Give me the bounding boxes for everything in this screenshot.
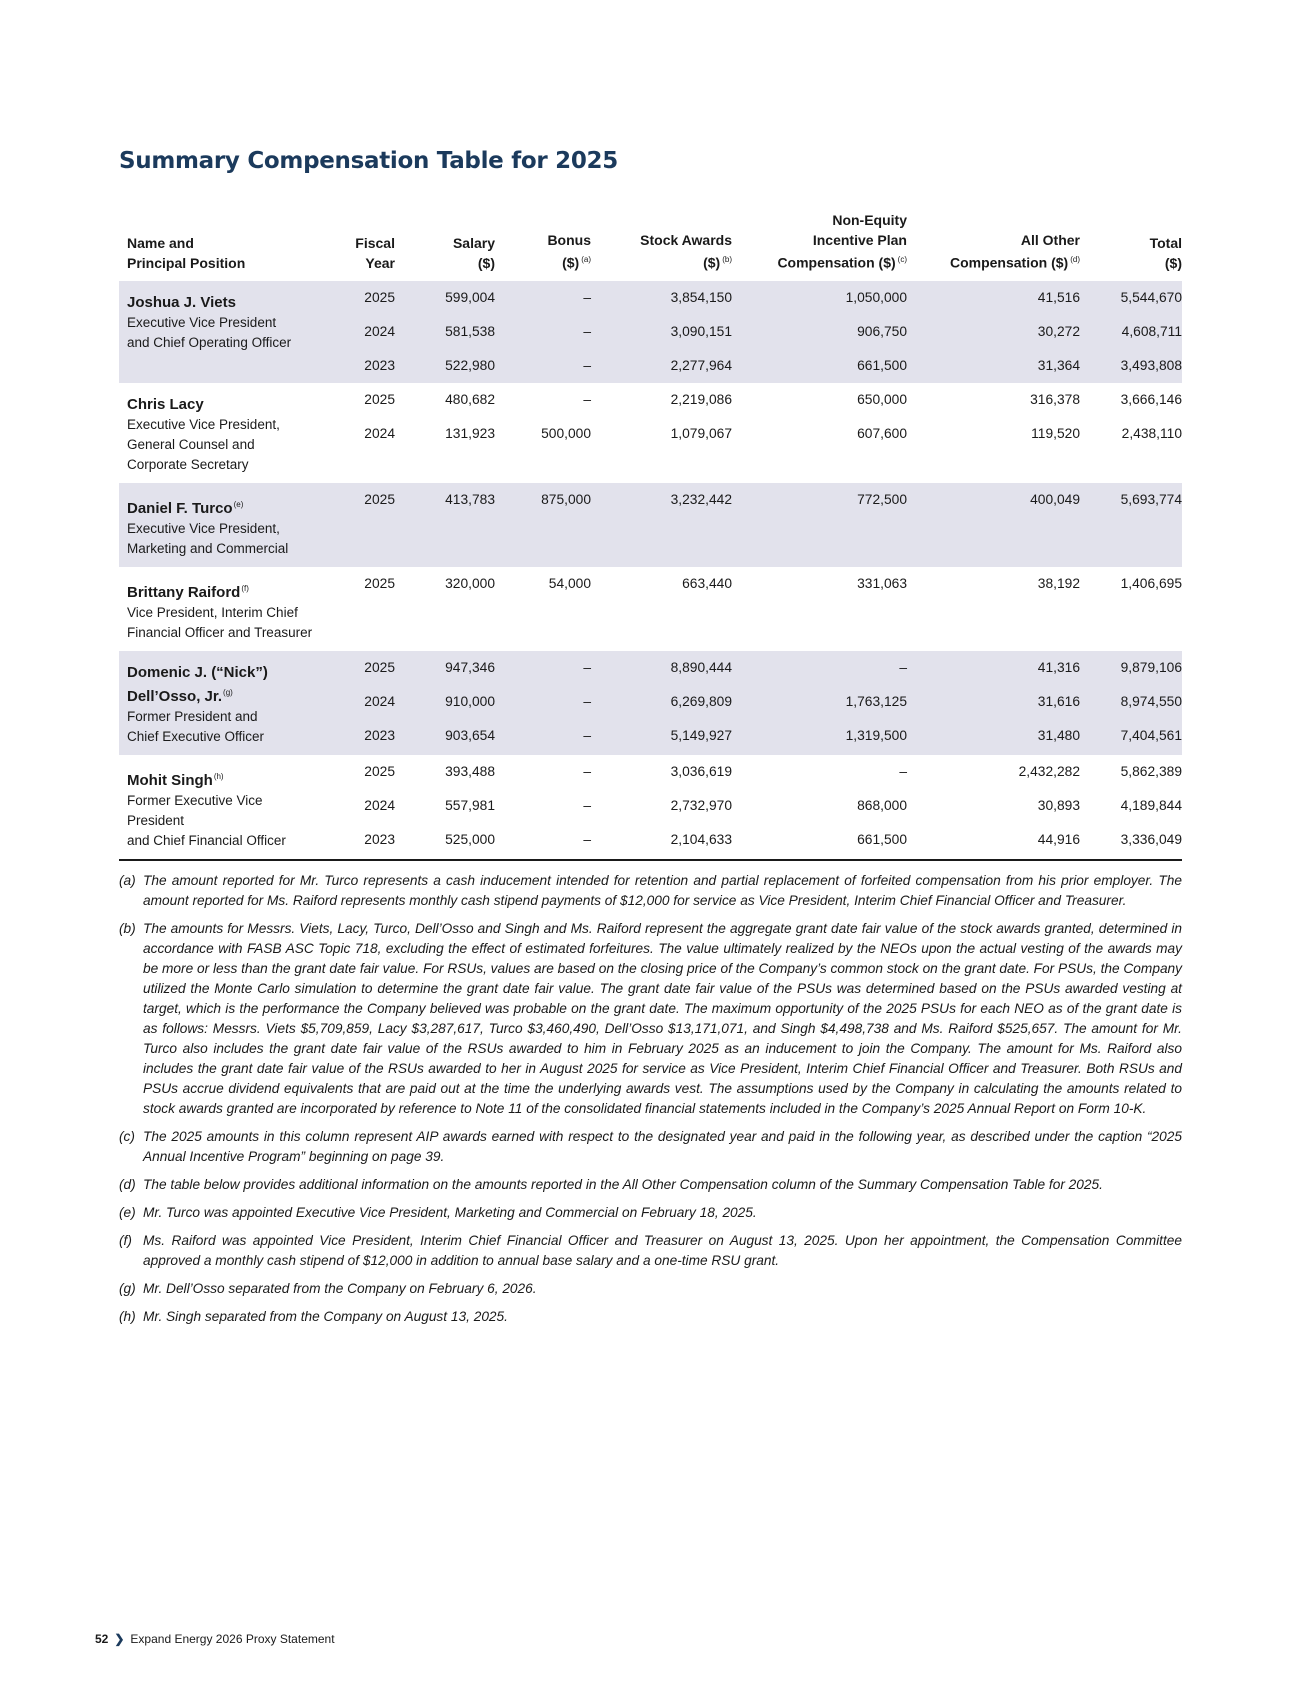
cell-bonus: – xyxy=(583,357,591,373)
cell-stock-awards: 2,219,086 xyxy=(670,391,732,407)
col-stock-awards xyxy=(591,483,732,567)
footnote xyxy=(119,919,1182,1119)
footnote-text: Mr. Singh separated from the Company on August 13, 2025. xyxy=(143,1309,508,1324)
cell-stock-awards: 6,269,809 xyxy=(670,693,732,709)
header-line: Non-Equity xyxy=(832,212,907,228)
executive-group xyxy=(119,567,1182,651)
header-line: All Other xyxy=(1020,232,1080,248)
col-stock-awards xyxy=(591,567,732,651)
executive-title-line: and Chief Financial Officer xyxy=(127,832,286,848)
header-line: Compensation ($) xyxy=(949,254,1069,271)
footnote-label: (g) xyxy=(119,1281,136,1296)
cell-all-other-comp: 2,432,282 xyxy=(1018,763,1080,779)
cell-total: 5,862,389 xyxy=(1120,763,1182,779)
executive-name: Chris Lacy xyxy=(127,395,204,413)
cell-salary: 903,654 xyxy=(445,727,495,743)
col-non-equity-incentive xyxy=(732,567,907,651)
cell-non-equity-incentive: – xyxy=(899,659,907,675)
cell-fiscal-year: 2025 xyxy=(364,491,395,507)
col-total xyxy=(1080,483,1182,567)
col-all-other-comp xyxy=(907,281,1080,383)
col-total xyxy=(1080,567,1182,651)
footnote-label: (d) xyxy=(119,1177,136,1192)
executive-title-line: General Counsel and xyxy=(127,436,255,452)
executive-name-wrap xyxy=(127,767,323,791)
cell-bonus: 500,000 xyxy=(541,425,591,441)
cell-salary: 581,538 xyxy=(445,323,495,339)
col-stock-awards xyxy=(591,383,732,483)
footnote xyxy=(119,1279,1182,1299)
footnote-text: The amounts for Messrs. Viets, Lacy, Turco, Dell’Osso and Singh and Ms. Raiford represent the aggregate grant date fair value of the stock awards granted, determined in accordance with FASB ASC Topic 718, excluding the effect of estimated forfeitures. The value ultimately realized by the NEOs upon the actual vesting of the awards may be more or less than the grant date fair value. For RSUs, values are based on the closing price of the Company’s common stock on the grant date. For PSUs, the Company utilized the Monte Carlo simulation to determine the grant date fair value. The grant date fair value of the PSUs was determined based on the PSUs awarded vesting at target, which is the performance the Company believed was probable on the grant date. The maximum opportunity of the 2025 PSUs for each NEO as of the grant date is as follows: Messrs. Viets $5,709,859, Lacy $3,287,617, Turco $3,460,490, Dell’Osso $13,171,071, and Singh $4,498,738 and Ms. Raiford $525,657. The amount for Mr. Turco also includes the grant date fair value of the RSUs awarded to him in February 2025 as an inducement to join the Company. The amount for Ms. Raiford also includes the grant date fair value of the RSUs awarded to her in August 2025 for service as Vice President, Interim Chief Financial Officer and Treasurer. Both RSUs and PSUs accrue dividend equivalents that are paid out at the time the underlying awards vest. The assumptions used by the Company in calculating the amounts related to stock awards granted are incorporated by reference to Note 11 of the consolidated financial statements included in the Company’s 2025 Annual Report on Form 10-K. xyxy=(143,921,1183,1116)
cell-stock-awards: 5,149,927 xyxy=(670,727,732,743)
cell-stock-awards: 3,036,619 xyxy=(670,763,732,779)
cell-fiscal-year: 2024 xyxy=(364,323,395,339)
executive-title-line: Former Executive Vice President xyxy=(127,792,263,828)
header-line: Salary xyxy=(452,234,495,251)
header-bonus xyxy=(495,210,591,281)
footnote-text: Ms. Raiford was appointed Vice President, Interim Chief Financial Officer and Treasurer on August 13, 2025. Upon her appointment, the Compensation Committee approved a monthly cash stipend of $12,000 in addition to annual base salary and a one-time RSU grant. xyxy=(143,1233,1182,1268)
col-fiscal-year xyxy=(329,281,395,383)
col-salary xyxy=(395,483,495,567)
cell-non-equity-incentive: 1,050,000 xyxy=(845,289,907,305)
cell-all-other-comp: 400,049 xyxy=(1030,491,1080,507)
cell-total: 2,438,110 xyxy=(1121,425,1182,441)
footnote-label: (a) xyxy=(119,873,136,888)
cell-all-other-comp: 316,378 xyxy=(1030,391,1080,407)
executive-group xyxy=(119,651,1182,755)
cell-bonus: – xyxy=(583,659,591,675)
executive-name: Joshua J. Viets xyxy=(127,293,236,311)
cell-all-other-comp: 31,364 xyxy=(1037,357,1080,373)
col-salary xyxy=(395,755,495,860)
cell-non-equity-incentive: 772,500 xyxy=(857,491,907,507)
cell-total: 1,406,695 xyxy=(1120,575,1182,591)
cell-stock-awards: 663,440 xyxy=(682,575,732,591)
cell-non-equity-incentive: – xyxy=(899,763,907,779)
cell-non-equity-incentive: 906,750 xyxy=(857,323,907,339)
footnote xyxy=(119,871,1182,911)
col-all-other-comp xyxy=(907,483,1080,567)
header-fiscal-year xyxy=(329,210,395,281)
cell-salary: 599,004 xyxy=(445,289,495,305)
cell-bonus: 54,000 xyxy=(548,575,591,591)
executive-group xyxy=(119,383,1182,483)
cell-fiscal-year: 2025 xyxy=(364,391,395,407)
cell-total: 4,189,844 xyxy=(1120,797,1182,813)
cell-total: 5,544,670 xyxy=(1120,289,1182,305)
cell-all-other-comp: 41,516 xyxy=(1037,289,1080,305)
cell-salary: 557,981 xyxy=(445,797,495,813)
cell-fiscal-year: 2023 xyxy=(364,357,395,373)
executive-title-line: Chief Executive Officer xyxy=(127,728,265,744)
col-bonus xyxy=(495,483,591,567)
cell-fiscal-year: 2024 xyxy=(364,797,395,813)
cell-all-other-comp: 41,316 xyxy=(1037,659,1080,675)
cell-non-equity-incentive: 868,000 xyxy=(857,797,907,813)
footnote-marker: (d) xyxy=(1070,255,1080,264)
col-total xyxy=(1080,383,1182,483)
cell-stock-awards: 2,104,633 xyxy=(670,831,732,847)
col-bonus xyxy=(495,755,591,860)
executive-group xyxy=(119,281,1182,383)
executive-title-line: Marketing and Commercial xyxy=(127,540,289,556)
header-line: Total xyxy=(1149,234,1182,251)
cell-total: 3,493,808 xyxy=(1120,357,1182,373)
cell-all-other-comp: 31,616 xyxy=(1037,693,1080,709)
cell-all-other-comp: 44,916 xyxy=(1037,831,1080,847)
executive-name: Mohit Singh xyxy=(127,771,213,789)
col-bonus xyxy=(495,567,591,651)
footnote-marker: (e) xyxy=(233,499,244,509)
cell-bonus: – xyxy=(583,391,591,407)
footnote-label: (f) xyxy=(119,1233,132,1248)
footnote xyxy=(119,1231,1182,1271)
cell-all-other-comp: 119,520 xyxy=(1031,425,1080,441)
footnote xyxy=(119,1307,1182,1327)
footnote-marker: (a) xyxy=(581,255,591,264)
executive-title-line: Executive Vice President, xyxy=(127,416,280,432)
cell-stock-awards: 2,277,964 xyxy=(670,357,732,373)
cell-stock-awards: 1,079,067 xyxy=(670,425,732,441)
cell-all-other-comp: 31,480 xyxy=(1037,727,1080,743)
cell-salary: 947,346 xyxy=(445,659,495,675)
header-line: Name and xyxy=(127,234,194,251)
cell-fiscal-year: 2025 xyxy=(364,659,395,675)
cell-non-equity-incentive: 650,000 xyxy=(857,391,907,407)
table-row xyxy=(119,755,1182,860)
footnote-label: (h) xyxy=(119,1309,136,1324)
page-title: Summary Compensation Table for 2025 xyxy=(119,148,618,174)
cell-salary: 131,923 xyxy=(445,425,495,441)
col-salary xyxy=(395,651,495,755)
col-fiscal-year xyxy=(329,483,395,567)
cell-bonus: – xyxy=(583,727,591,743)
header-line: Stock Awards xyxy=(640,232,732,248)
cell-fiscal-year: 2023 xyxy=(364,727,395,743)
table-row xyxy=(119,651,1182,755)
header-total xyxy=(1080,210,1182,281)
col-stock-awards xyxy=(591,281,732,383)
cell-fiscal-year: 2025 xyxy=(364,763,395,779)
footnote-label: (b) xyxy=(119,921,136,936)
cell-stock-awards: 2,732,970 xyxy=(670,797,732,813)
executive-title-line: and Chief Operating Officer xyxy=(127,334,292,350)
executive-name: Domenic J. (“Nick”) Dell’Osso, Jr. xyxy=(127,663,268,705)
col-total xyxy=(1080,755,1182,860)
cell-salary: 393,488 xyxy=(445,763,495,779)
cell-total: 7,404,561 xyxy=(1120,727,1182,743)
col-total xyxy=(1080,651,1182,755)
col-all-other-comp xyxy=(907,755,1080,860)
cell-fiscal-year: 2025 xyxy=(364,289,395,305)
page-footer xyxy=(95,1632,335,1646)
cell-non-equity-incentive: 1,763,125 xyxy=(845,693,907,709)
executive-title-line: Corporate Secretary xyxy=(127,456,249,472)
header-line: ($) xyxy=(477,254,495,271)
footnote-text: The table below provides additional information on the amounts reported in the All Other Compensation column of the Summary Compensation Table for 2025. xyxy=(143,1177,1103,1192)
header-line: Compensation ($) xyxy=(777,254,896,271)
footnote-marker: (c) xyxy=(897,255,907,264)
name-position-cell xyxy=(119,483,329,567)
col-salary xyxy=(395,281,495,383)
cell-bonus: 875,000 xyxy=(541,491,591,507)
executive-name-wrap xyxy=(127,495,323,519)
col-total xyxy=(1080,281,1182,383)
header-row xyxy=(119,210,1182,281)
executive-name: Daniel F. Turco xyxy=(127,499,233,517)
cell-all-other-comp: 38,192 xyxy=(1037,575,1080,591)
cell-total: 5,693,774 xyxy=(1120,491,1182,507)
col-bonus xyxy=(495,281,591,383)
col-fiscal-year xyxy=(329,651,395,755)
footnotes xyxy=(119,871,1182,1335)
name-position-cell xyxy=(119,383,329,483)
footnote xyxy=(119,1175,1182,1195)
table-row xyxy=(119,281,1182,383)
col-all-other-comp xyxy=(907,567,1080,651)
cell-stock-awards: 3,232,442 xyxy=(670,491,732,507)
col-non-equity-incentive xyxy=(732,383,907,483)
executive-title-line: Executive Vice President xyxy=(127,314,277,330)
cell-stock-awards: 3,090,151 xyxy=(670,323,732,339)
footnote-marker: (h) xyxy=(213,771,224,781)
footnote xyxy=(119,1203,1182,1223)
header-stock-awards xyxy=(591,210,732,281)
cell-salary: 320,000 xyxy=(445,575,495,591)
cell-total: 4,608,711 xyxy=(1121,323,1182,339)
cell-non-equity-incentive: 607,600 xyxy=(857,425,907,441)
header-name-position xyxy=(119,210,329,281)
col-fiscal-year xyxy=(329,383,395,483)
name-position-cell xyxy=(119,281,329,383)
col-stock-awards xyxy=(591,651,732,755)
name-position-cell xyxy=(119,651,329,755)
col-non-equity-incentive xyxy=(732,483,907,567)
cell-stock-awards: 8,890,444 xyxy=(670,659,732,675)
executive-title-line: Financial Officer and Treasurer xyxy=(127,624,313,640)
executive-title-line: Executive Vice President, xyxy=(127,520,280,536)
header-line: Fiscal xyxy=(355,234,395,251)
footnote-text: Mr. Dell’Osso separated from the Company on February 6, 2026. xyxy=(143,1281,537,1296)
col-bonus xyxy=(495,651,591,755)
footnote-text: The amount reported for Mr. Turco represents a cash inducement intended for retention and partial replacement of forfeited compensation from his prior employer. The amount reported for Ms. Raiford represents monthly cash stipend payments of $12,000 for service as Vice President, Interim Chief Financial Officer and Treasurer. xyxy=(143,873,1182,908)
cell-salary: 413,783 xyxy=(445,491,495,507)
header-salary xyxy=(395,210,495,281)
cell-salary: 525,000 xyxy=(445,831,495,847)
cell-salary: 522,980 xyxy=(445,357,495,373)
header-line: Year xyxy=(365,254,395,271)
name-position-cell xyxy=(119,567,329,651)
executive-title-line: Vice President, Interim Chief xyxy=(127,604,298,620)
col-all-other-comp xyxy=(907,383,1080,483)
name-position-cell xyxy=(119,755,329,860)
header-line: ($) xyxy=(1164,254,1182,271)
cell-salary: 480,682 xyxy=(445,391,495,407)
footnote-text: The 2025 amounts in this column represent AIP awards earned with respect to the designated year and paid in the following year, as described under the caption “2025 Annual Incentive Program” beginning on page 39. xyxy=(143,1129,1182,1164)
table-row xyxy=(119,383,1182,483)
cell-bonus: – xyxy=(583,289,591,305)
footnote-marker: (b) xyxy=(722,255,732,264)
col-fiscal-year xyxy=(329,567,395,651)
cell-stock-awards: 3,854,150 xyxy=(670,289,732,305)
cell-fiscal-year: 2024 xyxy=(364,693,395,709)
table-row xyxy=(119,483,1182,567)
cell-salary: 910,000 xyxy=(445,693,495,709)
cell-bonus: – xyxy=(583,693,591,709)
footnote xyxy=(119,1127,1182,1167)
cell-total: 3,666,146 xyxy=(1120,391,1182,407)
executive-name: Brittany Raiford xyxy=(127,583,241,601)
footnote-label: (c) xyxy=(119,1129,135,1144)
header-all-other xyxy=(907,210,1080,281)
cell-total: 9,879,106 xyxy=(1120,659,1182,675)
header-line: Incentive Plan xyxy=(812,232,907,248)
cell-fiscal-year: 2024 xyxy=(364,425,395,441)
col-bonus xyxy=(495,383,591,483)
cell-bonus: – xyxy=(583,323,591,339)
executive-name-wrap xyxy=(127,663,323,707)
executive-name-wrap xyxy=(127,579,323,603)
footnote-marker: (g) xyxy=(223,687,233,697)
cell-bonus: – xyxy=(583,797,591,813)
col-fiscal-year xyxy=(329,755,395,860)
col-all-other-comp xyxy=(907,651,1080,755)
cell-non-equity-incentive: 1,319,500 xyxy=(845,727,907,743)
col-non-equity-incentive xyxy=(732,281,907,383)
col-stock-awards xyxy=(591,755,732,860)
footnote-label: (e) xyxy=(119,1205,136,1220)
executive-group xyxy=(119,755,1182,860)
header-line: ($) xyxy=(703,254,721,271)
table-row xyxy=(119,567,1182,651)
cell-total: 3,336,049 xyxy=(1120,831,1182,847)
header-line: ($) xyxy=(562,254,580,271)
header-line: Principal Position xyxy=(127,254,246,271)
col-non-equity-incentive xyxy=(732,755,907,860)
chevron-right-icon: ❯ xyxy=(114,1632,125,1646)
executive-title-line: Former President and xyxy=(127,708,258,724)
footnote-text: Mr. Turco was appointed Executive Vice President, Marketing and Commercial on February 18, 2025. xyxy=(143,1205,757,1220)
cell-all-other-comp: 30,272 xyxy=(1037,323,1080,339)
col-non-equity-incentive xyxy=(732,651,907,755)
cell-non-equity-incentive: 661,500 xyxy=(857,831,907,847)
cell-non-equity-incentive: 331,063 xyxy=(857,575,907,591)
cell-fiscal-year: 2023 xyxy=(364,831,395,847)
cell-all-other-comp: 30,893 xyxy=(1037,797,1080,813)
col-salary xyxy=(395,567,495,651)
executive-group xyxy=(119,483,1182,567)
header-line: Bonus xyxy=(547,232,591,248)
footer-text: Expand Energy 2026 Proxy Statement xyxy=(130,1632,335,1646)
summary-compensation-table xyxy=(119,210,1182,861)
cell-bonus: – xyxy=(583,763,591,779)
col-salary xyxy=(395,383,495,483)
cell-bonus: – xyxy=(583,831,591,847)
cell-non-equity-incentive: 661,500 xyxy=(857,357,907,373)
footnote-marker: (f) xyxy=(241,583,249,593)
cell-total: 8,974,550 xyxy=(1120,693,1182,709)
header-non-equity xyxy=(732,210,907,281)
page-number: 52 xyxy=(95,1632,109,1646)
cell-fiscal-year: 2025 xyxy=(364,575,395,591)
